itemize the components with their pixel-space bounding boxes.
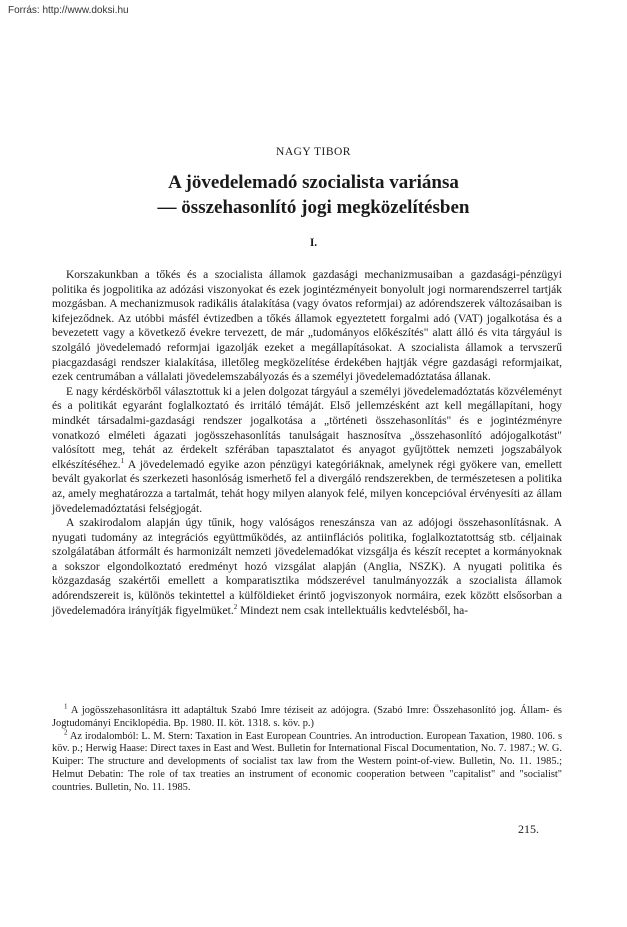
page-number: 215.: [518, 822, 539, 836]
title-line-2: — összehasonlító jogi megközelítésben: [157, 197, 470, 218]
article-title: [0, 170, 627, 220]
title-line-1: A jövedelemadó szocialista variánsa: [168, 172, 459, 193]
source-label: Forrás: http://www.doksi.hu: [8, 5, 129, 16]
author-name: NAGY TIBOR: [276, 146, 351, 158]
footnote-ref[interactable]: 1: [120, 456, 125, 465]
section-number: I.: [309, 237, 318, 249]
footnote-mark: 1: [64, 702, 68, 711]
footnotes: [52, 702, 562, 795]
footnote-ref[interactable]: 2: [233, 602, 238, 611]
body-text: [52, 268, 562, 618]
paragraph: A szakirodalom alapján úgy tűnik, hogy valóságos reneszánsza van az adójogi összehasonlításnak. A nyugati tudomány az integrációs együttműködés, az antiinflációs politika, foglalkoztatottság stb. céljainak szolgálatában átformált és harmonizált nemzeti jövedelemadókat vizsgálja és készít receptet a kormányoknak a sokszor elgondolkoztató eredményt hozó vizsgálat alapján (Anglia, NSZK). A nyugati politika és közgazdaság szakértői emellett a komparatisztika módszerével tanulmányozzák a szocialista államok adórendszereit is, különös tekintettel a külföldieket érintő jogviszonyok normáira, ezek között elsősorban a jövedelemadóra irányítják figyelmüket.$^2$ Mindezt nem csak intellektuális kedvtelésből, ha-: [52, 517, 562, 617]
paragraph: E nagy kérdéskörből választottuk ki a jelen dolgozat tárgyául a személyi jövedelemadóztatás közvéleményt és a politikát egyaránt foglalkoztató és irritáló témáját. Első jellemzésként azt kell megállapítani, hogy mindkét társadalmi-gazdasági rendszer jogalkotása a „történeti összehasonlítás" és e jogintézményre vonatkozó elméleti ágazati jogösszehasonlítás tanulságait hasznosítva „összehasonlító adójogalkotást" valósított meg, tehát az érdekelt szférában tapasztalatot és anyagot gyűjtöttek nemzeti jogszabályok elkészítéséhez.$^1$ A jövedelemadó egyike azon pénzügyi kategóriáknak, amelynek régi gyökere van, emellett bevált gyakorlat és szerkezeti hasonlóság ismerhető fel a divergáló rendszerekben, de természetesen a politika az, amely meghatározza a tartalmát, tehát hogy milyen alanyok felé, milyen koncepcióval érvényesíti az állam jövedelemadóztatási felségjogát.: [52, 385, 562, 515]
footnote: $^1$ A jogösszehasonlításra itt adaptáltuk Szabó Imre téziseit az adójogra. (Szabó Imre: Összehasonlító jog. Állam- és Jogtudományi Enciklopédia. Bp. 1980. II. köt. 1318. s. köv. p.): [52, 702, 562, 729]
footnote-mark: 2: [64, 728, 68, 737]
footnote: $^2$ Az irodalomból: L. M. Stern: Taxation in East European Countries. An introduction. European Taxation, 1980. 106. s köv. p.; Herwig Haase: Direct taxes in East and West. Bulletin for International Fiscal Documentation, No. 7. 1987.; W. G. Kuiper: The structure and developments of socialist tax law from the Western point-of-view. Bulletin, No. 11. 1985.; Helmut Debatin: The role of tax treaties an instrument of economic cooperation between "capitalist" and "socialist" countries. Bulletin, No. 11. 1985.: [52, 728, 562, 793]
paragraph: Korszakunkban a tőkés és a szocialista államok gazdasági mechanizmusaiban a gazdasági-pénzügyi politika és jogpolitika az adózási viszonyokat és ezek jogintézményeit bonyolult jogi normarendszerrel tartják mozgásban. A mechanizmusok radikális átalakítása (vagy óvatos reformjai) az adórendszerek változásaiban is kifejeződnek. Az utóbbi másfél évtizedben a tőkés államok egyeztetett forgalmi adó (VAT) jogalkotása és a bevezetett vagy a következő évekre tervezett, de már „tudományos előkészítés" alatt álló és vita tárgyául is szolgáló jövedelemadó reformjai igazolják ezeket a megállapításokat. A szocialista államok a tervszerű piacgazdasági rendszer kialakítása, illetőleg megközelítése érdekében hajtják végre gazdasági reformjaikat, ezek centrumában a vállalati jövedelemszabályozás és a személyi jövedelemadóztatása állanak.: [52, 269, 562, 384]
